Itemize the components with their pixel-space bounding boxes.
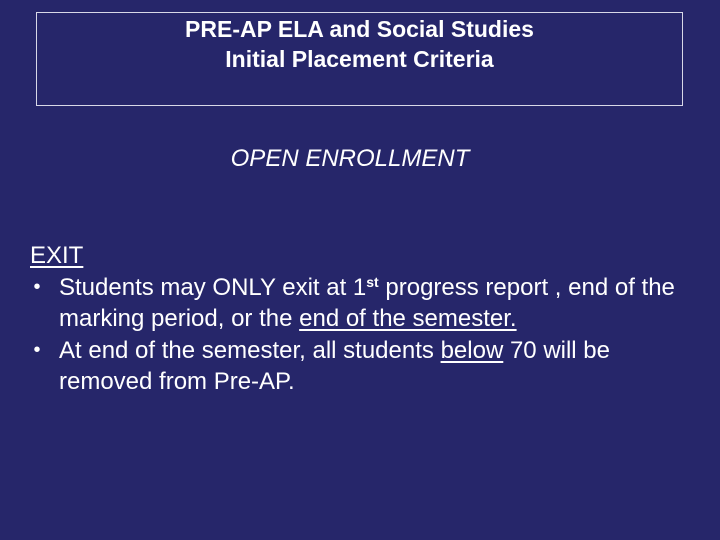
title-box — [36, 12, 683, 106]
bullet-icon: • — [33, 275, 41, 298]
bullet-2-underlined-text: below — [440, 336, 504, 364]
open-enrollment-heading: OPEN ENROLLMENT — [230, 145, 470, 172]
bullet-icon: • — [33, 338, 41, 361]
slide-title-line-1: PRE-AP ELA and Social Studies — [185, 16, 534, 42]
ordinal-suffix: st — [366, 273, 379, 290]
bullet-2-text-b: 70 will be removed from Pre-AP. — [59, 336, 611, 395]
exit-section — [30, 240, 700, 398]
bullet-1-text-b: progress report , end of the marking period, or the — [59, 273, 675, 332]
exit-bullet-list — [30, 272, 700, 398]
slide-title-line-2: Initial Placement Criteria — [225, 46, 494, 72]
exit-bullet-2 — [30, 335, 700, 398]
exit-bullet-1 — [30, 272, 700, 335]
bullet-1-text-a: Students may ONLY exit at 1 — [59, 273, 367, 301]
bullet-2-text-a: At end of the semester, all students — [59, 336, 441, 364]
exit-heading: EXIT — [30, 242, 84, 269]
bullet-1-underlined-text: end of the semester. — [299, 305, 517, 332]
